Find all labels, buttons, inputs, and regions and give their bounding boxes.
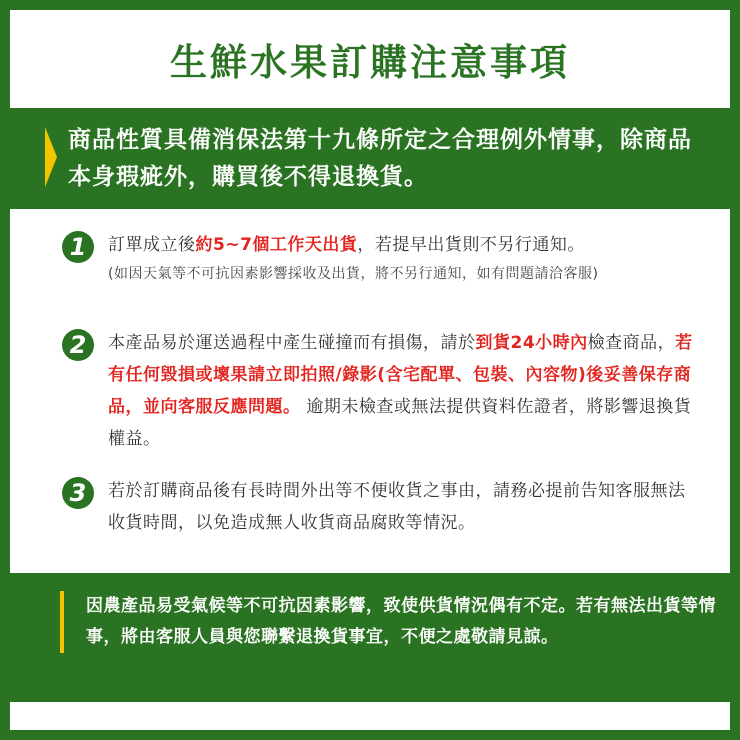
notice-item-2 <box>62 327 702 455</box>
notice-text-1-highlight: 約5~7個工作天出貨 <box>195 235 358 255</box>
footer-band <box>10 702 730 730</box>
bottom-note: 因農產品易受氣候等不可抗因素影響，致使供貨情況偶有不定。若有無法出貨等情事，將由客服人員與您聯繫退換貨事宜，不便之處敬請見諒。 <box>60 591 716 653</box>
notice-item-3 <box>62 475 702 539</box>
notice-text-1-pre: 訂單成立後 <box>108 235 196 255</box>
notice-panel <box>10 209 730 573</box>
policy-text: 商品性質具備消保法第十九條所定之合理例外情事，除商品本身瑕疵外，購買後不得退換貨。 <box>68 127 692 190</box>
title-banner <box>10 10 730 108</box>
notice-text-2-highlight2: 若有任何毀損或壞果請立即拍照/錄影(含宅配單、包裝、內容物)後妥善保存商品，並向客服反應問題。 <box>108 333 693 417</box>
policy-statement <box>48 122 708 196</box>
notice-item-1 <box>62 229 702 287</box>
notice-subtext-1: (如因天氣等不可抗因素影響採收及出貨，將不另行通知，如有問題請洽客服) <box>108 266 599 282</box>
number-badge-2: 2 <box>62 329 94 361</box>
number-badge-1: 1 <box>62 231 94 263</box>
page-title: 生鮮水果訂購注意事項 <box>170 41 570 84</box>
notice-text-2-mid: 檢查商品， <box>587 333 676 353</box>
notice-text-2-pre: 本產品易於運送過程中產生碰撞而有損傷，請於 <box>108 333 476 353</box>
number-badge-3: 3 <box>62 477 94 509</box>
notice-text-1 <box>108 229 702 287</box>
notice-text-2-post: 逾期未檢查或無法提供資料佐證者，將影響退換貨權益。 <box>108 397 692 449</box>
notice-text-2-highlight: 到貨24小時內 <box>475 333 588 353</box>
notice-text-1-post: ，若提早出貨則不另行通知。 <box>357 235 585 255</box>
notice-text-3: 若於訂購商品後有長時間外出等不便收貨之事由，請務必提前告知客服無法收貨時間，以免造成無人收貨商品腐敗等情況。 <box>108 481 686 533</box>
notice-text-2 <box>108 327 702 455</box>
